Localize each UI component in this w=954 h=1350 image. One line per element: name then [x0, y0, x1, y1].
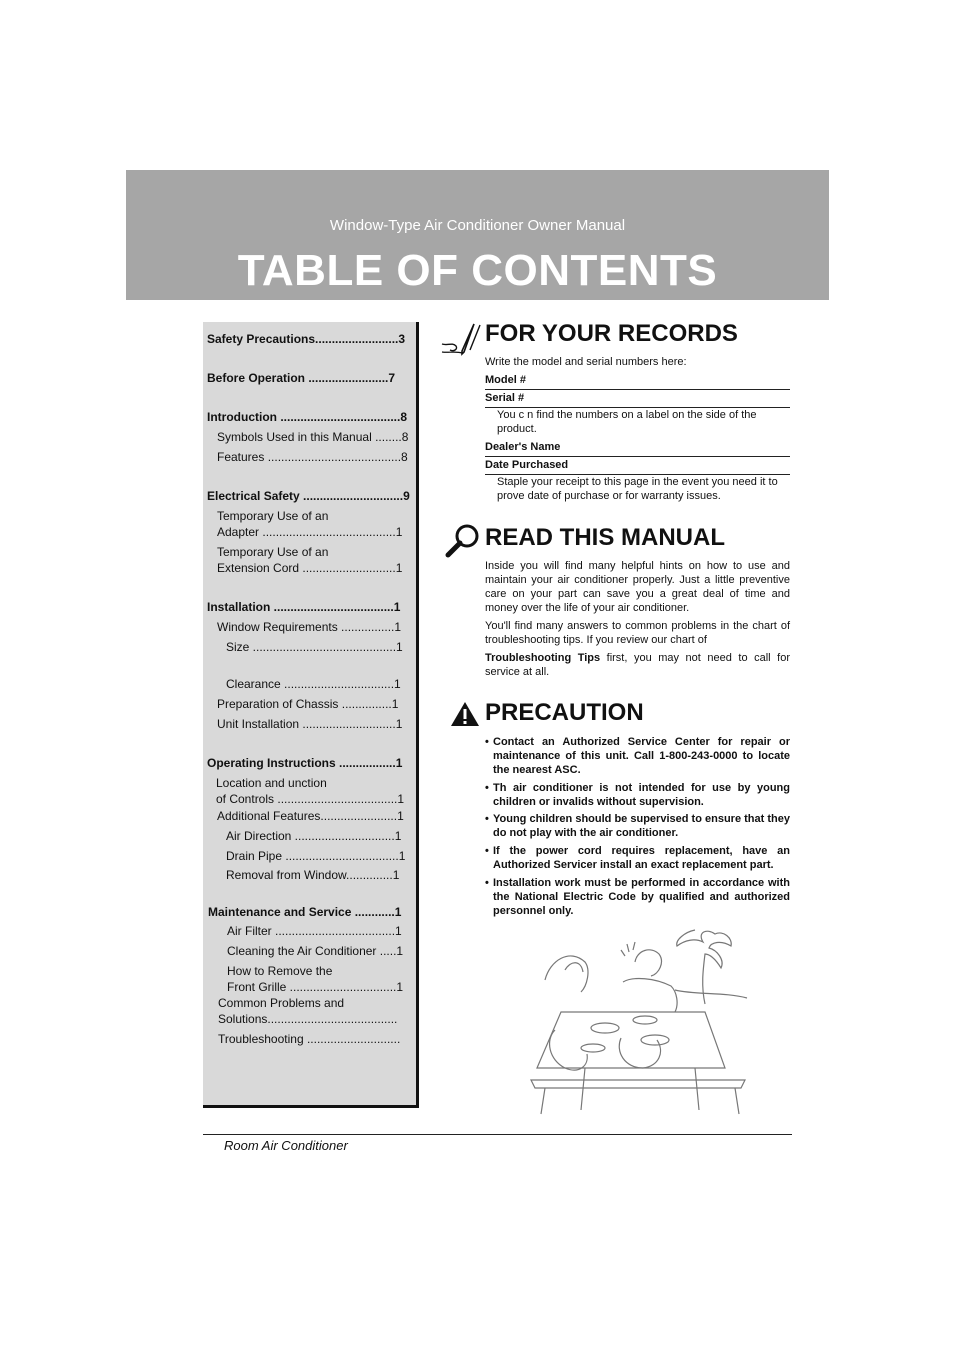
footer-rule [203, 1134, 792, 1135]
table-of-contents [203, 322, 419, 1108]
model-field[interactable]: Model # [485, 373, 790, 390]
manual-paragraph-2: You'll find many answers to common problems in the chart of troubleshooting tips. If you review our chart of [485, 620, 790, 646]
page-title: TABLE OF CONTENTS [237, 246, 718, 295]
toc-entry[interactable]: Air Filter ....................................1 [227, 924, 402, 938]
toc-entry[interactable]: Features ........................................8 [217, 450, 408, 464]
toc-entry[interactable]: Maintenance and Service ............1 [208, 905, 402, 919]
precaution-heading: PRECAUTION [485, 699, 644, 726]
toc-entry[interactable]: Before Operation ........................7 [207, 371, 396, 385]
dealer-field[interactable]: Dealer's Name [485, 440, 790, 457]
bullet-dot: • [485, 877, 489, 889]
toc-entry[interactable]: Size ...........................................1 [226, 640, 403, 654]
toc-entry[interactable]: Operating Instructions .................1 [207, 756, 403, 770]
warning-icon [450, 701, 480, 727]
troubleshooting-tips-label: Troubleshooting Tips [485, 652, 601, 664]
toc-entry[interactable]: Clearance .................................1 [226, 677, 401, 691]
toc-entry[interactable]: of Controls ....................................1 [216, 792, 405, 806]
precaution-bullet [485, 735, 790, 777]
manual-heading: READ THIS MANUAL [485, 524, 725, 551]
toc-entry[interactable]: Cleaning the Air Conditioner .....1 [227, 944, 404, 958]
serial-note: You c n find the numbers on a label on the side of the product. [497, 409, 757, 435]
precaution-bullet [485, 781, 790, 809]
pen-icon [440, 322, 482, 356]
picnic-illustration [525, 920, 755, 1120]
toc-entry[interactable]: Troubleshooting ............................ [218, 1032, 401, 1046]
toc-entry[interactable]: Electrical Safety ..............................9 [207, 489, 410, 503]
toc-entry[interactable]: Drain Pipe ..................................1 [226, 849, 406, 863]
bullet-text: Contact an Authorized Service Center for repair or maintenance of this unit. Call 1-800-243-0000 to locate the nearest ASC. [493, 736, 790, 776]
bullet-dot: • [485, 845, 489, 857]
toc-entry[interactable]: Solutions....................................... [218, 1012, 398, 1026]
manual-paragraph-1: Inside you will find many helpful hints on how to use and maintain your air conditioner properly. Just a little preventive care on your part can save you a great deal of time and money over the life of your air conditioner. [485, 560, 790, 614]
manual-paragraph-3-rest: first, you may not need to call for service at all. [485, 652, 790, 678]
precaution-bullet [485, 844, 790, 872]
precaution-bullet [485, 876, 790, 918]
toc-entry[interactable]: Extension Cord ............................1 [217, 561, 403, 575]
bullet-dot: • [485, 813, 489, 825]
bullet-text: Young children should be supervised to ensure that they do not play with the air conditioner. [493, 813, 790, 839]
bullet-dot: • [485, 736, 489, 748]
bullet-dot: • [485, 782, 489, 794]
precaution-bullet [485, 812, 790, 840]
toc-entry[interactable]: Adapter ........................................1 [217, 525, 403, 539]
toc-entry[interactable]: Symbols Used in this Manual ........8 [217, 430, 409, 444]
toc-entry[interactable]: Preparation of Chassis ...............1 [217, 697, 399, 711]
toc-entry[interactable]: Air Direction ..............................1 [226, 829, 402, 843]
toc-entry[interactable]: Safety Precautions.........................3 [207, 332, 406, 346]
toc-entry[interactable]: Front Grille ................................1 [227, 980, 404, 994]
toc-entry[interactable]: Removal from Window..............1 [226, 868, 400, 882]
toc-entry[interactable]: Additional Features.......................1 [217, 809, 404, 823]
receipt-note: Staple your receipt to this page in the event you need it to prove date of purchase or for warranty issues. [497, 476, 778, 502]
manual-subtitle: Window-Type Air Conditioner Owner Manual [329, 217, 626, 234]
bullet-text: If the power cord requires replacement, have an Authorized Servicer install an exact replacement part. [493, 845, 790, 871]
toc-entry[interactable]: Common Problems and [218, 996, 345, 1010]
magnifier-icon [444, 522, 482, 558]
title-banner [126, 170, 829, 300]
toc-entry[interactable]: Installation ....................................1 [207, 600, 401, 614]
toc-entry[interactable]: Temporary Use of an [217, 545, 329, 559]
manual-paragraph-3 [485, 651, 790, 679]
date-purchased-field[interactable]: Date Purchased [485, 458, 790, 475]
toc-entry[interactable]: Location and unction [216, 776, 327, 790]
toc-entry[interactable]: Introduction ....................................8 [207, 410, 408, 424]
records-heading: FOR YOUR RECORDS [485, 320, 738, 347]
records-intro: Write the model and serial numbers here: [485, 356, 687, 368]
serial-field[interactable]: Serial # [485, 391, 790, 408]
toc-entry[interactable]: Temporary Use of an [217, 509, 329, 523]
bullet-text: Th air conditioner is not intended for use by young children or invalids without supervision. [493, 782, 790, 808]
toc-entry[interactable]: How to Remove the [227, 964, 333, 978]
footer-text: Room Air Conditioner [224, 1138, 348, 1153]
toc-entry[interactable]: Unit Installation ............................1 [217, 717, 403, 731]
toc-entry[interactable]: Window Requirements ................1 [217, 620, 402, 634]
bullet-text: Installation work must be performed in accordance with the National Electric Code by qualified and authorized personnel only. [493, 877, 790, 917]
